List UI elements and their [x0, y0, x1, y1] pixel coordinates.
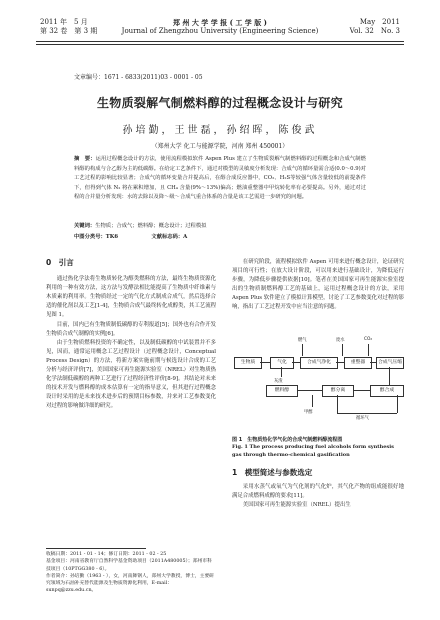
figure-caption: [232, 437, 404, 459]
figure-caption-en-text: The process producing fuel alcohols form synthesis gas through thermo-chemical gasification: [232, 444, 394, 458]
volume-issue: 第 32 卷 第 3 期: [40, 27, 98, 35]
authors: 孙培勤，王世磊，孙绍晖，陈俊武: [122, 125, 318, 136]
left-column: [46, 258, 216, 412]
paragraph: 由于生物质燃料投资的不确定性，以及制低碳醇的中试装置并不多见，因而，通常运用概念工艺过程设计（过程概念设计，Conceptual Process Design）的方法，将新方案实施前期与候选设计合成的工艺分析与经济评价[7]，美国国家可再生能源实验室（NREL）对生物质热化学法制低碳醇的两种工艺进行了过程经济性评价[8-9]。其结论对未来的技术开发与燃料醇的成本估算有一定的指导意义，但其进行过程概念设计时采用的是未来技术进步后的预期目标参数，并来对工艺参数变化对过程的影响做详细的研究。: [46, 339, 216, 410]
abstract-label: 摘 要：: [74, 156, 96, 162]
section-heading-model: 1 模型简述与参数选定: [232, 468, 313, 477]
label-recycle-gas: 循环气: [356, 416, 369, 421]
flow-arrow: [336, 362, 344, 363]
journal-name-en: Journal of Zhengzhou University (Engineering Science): [121, 27, 319, 35]
volume-issue-en: Vol. 32 No. 3: [349, 27, 400, 35]
flow-arrow: [389, 367, 390, 385]
recycle-line: [337, 395, 338, 413]
keywords: [74, 222, 366, 230]
footnote-rule: [46, 548, 146, 549]
figure-caption-en: [232, 444, 404, 459]
label-methanol: 甲醇: [304, 410, 313, 415]
footnote-funding: 基金项目：河南省教育厅自然科学基金资助项目（2011A480005）；郑州市科技项目（10PTGG380 - 6）。: [46, 559, 212, 572]
clc-number: 中图分类号：TK6: [74, 234, 119, 240]
abstract: [74, 155, 366, 203]
label-ash: 灰渣: [274, 379, 283, 384]
box-alcohol-synthesis: 醇合成: [370, 385, 404, 397]
header-rule: [36, 41, 404, 42]
arrow-ash: [281, 367, 282, 377]
issue-date: 2011 年 5 月: [40, 18, 88, 26]
paper-title: 生物质裂解气制燃料醇的过程概念设计与研究: [96, 96, 343, 110]
methanol-line: [312, 395, 313, 407]
section-model: [232, 468, 404, 510]
box-reformer: 重整器: [344, 357, 372, 369]
figure-caption-cn: 图 1 生物质热化学气化的合成气制燃料醇流程图: [232, 437, 343, 443]
box-biomass: 生物质: [234, 357, 262, 369]
box-syngas-compression: 合成气压缩: [376, 357, 404, 369]
box-syngas-cleanup: 合成气净化: [300, 357, 338, 369]
classification: [74, 232, 187, 240]
flow-arrow: [292, 362, 300, 363]
figure-label-en: Fig. 1: [232, 444, 248, 451]
paragraph: 通过热化学法将生物质转化为醇类燃料的方法，最终生物质资源化利用的一种有效方法，这方法与发酵法相比能提高了生物质中纤维素与木质素的利用率。生物质经过一定的气化方式制成合成气，然后选择合适的催化剂以及工艺[1-4]，生物质合成气最终转化成醇类，其工艺流程见图 1。: [46, 276, 216, 319]
label-wastewater: 废水: [336, 338, 345, 343]
arrow-fuel-gas: [302, 344, 303, 356]
flow-arrow: [352, 390, 370, 391]
footnotes: [46, 551, 216, 595]
paragraph: 美国国家可再生能源实验室（NREL）提出生: [242, 502, 351, 509]
box-alcohol-separation: 醇分离: [322, 385, 354, 397]
arrow-co2: [368, 344, 369, 356]
affiliation: （郑州大学 化工与能源学院，河南 郑州 450001）: [151, 143, 289, 150]
keywords-text: 生物质；合成气；燃料醇；概念设计；过程模拟: [95, 223, 207, 229]
issue-date-en: May 2011: [359, 18, 400, 26]
paragraph: 目前，国内已有生物质制低碳醇的专利报道[5]；国外也有合作开发生物质合成气制醇的实例[6]。: [46, 321, 216, 337]
box-fuel-alcohol: 燃料醇: [266, 385, 298, 397]
flow-arrow: [296, 390, 322, 391]
footnote-author: 作者简介：孙培勤（1963 - ），女，河南舞钢人，郑州大学教授，博士，主要研究领域为石油补充替代能源及生物质资源化利用，E-mail：sunpq@zzu.edu.cn。: [46, 573, 214, 594]
footnote-received: 收稿日期：2011 - 01 - 14；修订日期：2011 - 02 - 25: [46, 552, 167, 557]
recycle-line: [337, 413, 397, 414]
journal-date-volume-en: [350, 18, 400, 36]
header-rule-thin: [36, 44, 404, 45]
journal-name-cn: 郑 州 大 学 学 报 ( 工 学 版 ): [173, 18, 267, 27]
recycle-line: [397, 395, 398, 413]
process-flow-diagram: [232, 337, 404, 429]
flow-arrow: [260, 362, 270, 363]
label-co2: CO₂: [364, 337, 373, 342]
label-fuel-gas: 燃气: [298, 338, 307, 343]
abstract-text: 运用过程概念设计的方法，使用流程模拟软件 Aspen Plus 建立了生物质裂解气制燃料醇的过程概念和合成气制燃料醇的构成与合乙醇为主的低碳醇。在给定工艺条件下，通过对模型的灵敏度分析发现：合成气的循环量需合适(0.0～0.9)对工艺过程的影响比较显著；合成气的循环变量合并提高后，在醇合成反应器中，CO₂、H₂S等较强气体含量较低的前提条件下，但得到气体 N₂ 将在累积增加，且 CH₄ 含量(9%～13%)偏高；燃油重整器中甲烷转化率有必要提高。另外，通过对过程的合并量分析发现：水的去除以及降～级～合成气重合体系的合量是该工艺需进一步研究的问题。: [74, 156, 366, 201]
section-heading-intro: 0 引言: [46, 258, 74, 267]
box-gasification: 气化: [270, 357, 294, 369]
article-number: 文章编号：1671 - 6833(2011)03 - 0001 - 05: [74, 74, 203, 81]
right-column-intro: [232, 258, 404, 336]
keywords-label: 关键词：: [74, 223, 96, 229]
arrow-wastewater: [342, 344, 343, 356]
paragraph: 在研究阶段，流程模拟软件 Aspen 可用来进行概念设计，论证研究项目的可行性；在放大设计阶段，可以用来进行基础设计，为降低运行步骤，为降低步骤提供依据[10]。笔者在美国国家可再生能源实验室提出的生物质制燃料醇工艺的基础上，运用过程概念设计的方法，采用 Aspen Plus 软件建立了模拟计算模型，讨论了工艺参数变化对过程的影响，指出了工艺过程开发中应当注意的问题。: [232, 259, 404, 311]
document-code: 文献标志码：A: [151, 234, 188, 240]
paragraph: 采用水蒸气或氧气为气化剂的气化炉，其气化产物的组成能很好地满足合成燃料成醇的要求[11]。: [232, 484, 404, 500]
